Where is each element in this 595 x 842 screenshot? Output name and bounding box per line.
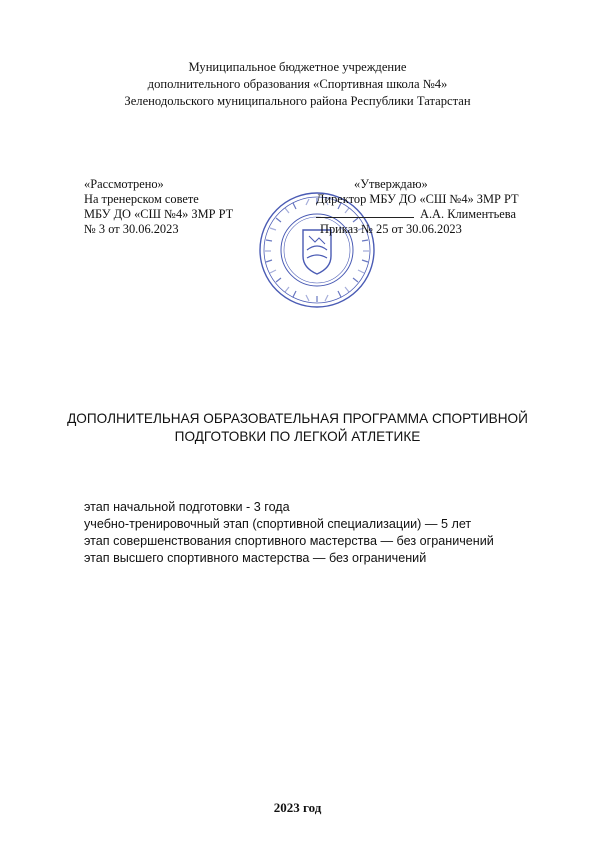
considered-line-1: На тренерском совете xyxy=(84,192,199,206)
document-year: 2023 год xyxy=(273,800,322,815)
approved-signer: А.А. Климентьева xyxy=(420,207,516,221)
approved-signature-line xyxy=(316,207,519,222)
considered-line-3: № 3 от 30.06.2023 xyxy=(84,222,179,236)
signature-underline xyxy=(316,208,414,218)
approved-line-1: Директор МБУ ДО «СШ №4» ЗМР РТ xyxy=(316,192,519,206)
header-line-3: Зеленодольского муниципального района Республики Татарстан xyxy=(124,94,471,108)
stages-list xyxy=(84,499,494,567)
approved-block xyxy=(316,177,519,237)
stage-item: этап начальной подготовки - 3 года xyxy=(84,500,290,514)
program-title xyxy=(0,410,595,446)
header-line-2: дополнительного образования «Спортивная школа №4» xyxy=(147,77,448,91)
stage-item: учебно-тренировочный этап (спортивной специализации) — 5 лет xyxy=(84,517,472,531)
program-title-line-1: ДОПОЛНИТЕЛЬНАЯ ОБРАЗОВАТЕЛЬНАЯ ПРОГРАММА СПОРТИВНОЙ xyxy=(67,411,528,426)
program-title-line-2: ПОДГОТОВКИ ПО ЛЕГКОЙ АТЛЕТИКЕ xyxy=(174,429,421,444)
approved-label: «Утверждаю» xyxy=(354,177,428,191)
considered-label: «Рассмотрено» xyxy=(84,177,164,191)
header-line-1: Муниципальное бюджетное учреждение xyxy=(188,60,407,74)
stage-item: этап высшего спортивного мастерства — без ограничений xyxy=(84,551,427,565)
considered-line-2: МБУ ДО «СШ №4» ЗМР РТ xyxy=(84,207,234,221)
stage-item: этап совершенствования спортивного мастерства — без ограничений xyxy=(84,534,494,548)
institution-header xyxy=(0,59,595,110)
approved-line-3: Приказ № 25 от 30.06.2023 xyxy=(320,222,462,236)
considered-block xyxy=(84,177,233,237)
